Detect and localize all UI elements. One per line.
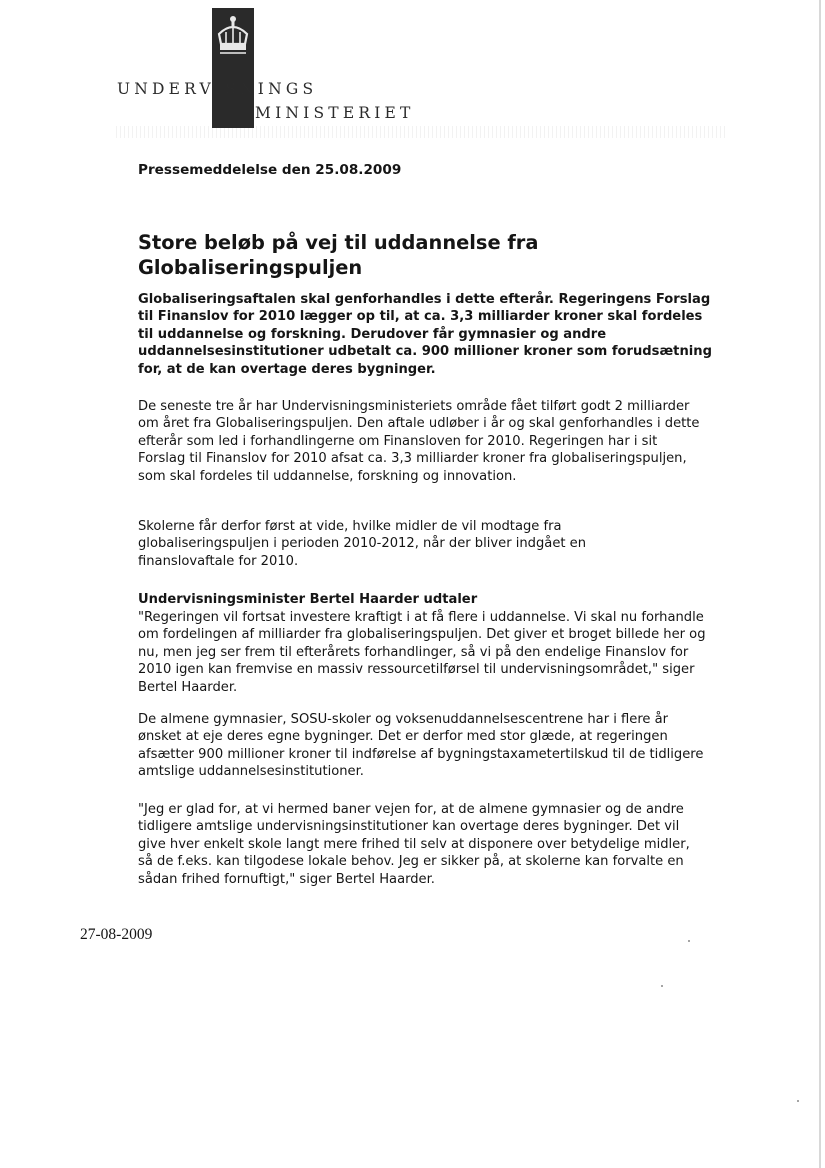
body-paragraph-4: De almene gymnasier, SOSU-skoler og voksenuddannelsescentrene har i flere år ønsket at eje deres egne bygninger. Det er derfor med stor glæde, at regeringen afsætter 900 millioner kroner til indførelse af bygningstaxametertilskud til de tidligere amtslige uddannelsesinstitutioner. <box>138 712 704 780</box>
crown-icon <box>214 14 252 58</box>
press-release-date: Pressemeddelelse den 25.08.2009 <box>138 162 402 178</box>
quote-heading: Undervisningsminister Bertel Haarder udtaler <box>138 592 478 607</box>
headline: Store beløb på vej til uddannelse fra Globaliseringspuljen <box>138 231 539 279</box>
body-paragraph-5: "Jeg er glad for, at vi hermed baner vejen for, at de almene gymnasier og de andre tidligere amtslige undervisningsinstitutioner kan overtage deres bygninger. Det vil give hver enkelt skole langt mere frihed til selv at disponere over betydelige midler, så de f.eks. kan tilgodese lokale behov. Jeg er sikker på, at skolerne kan forvalte en sådan frihed fornuftigt," siger Bertel Haarder. <box>138 802 690 887</box>
quote-paragraph: "Regeringen vil fortsat investere kraftigt i at få flere i uddannelse. Vi skal nu forhandle om fordelingen af milliarder fra globaliseringspuljen. Det giver et broget billede her og nu, men jeg ser frem til efterårets forhandlinger, så vi på den endelige Finanslov for 2010 igen kan fremvise en massiv ressourcetilførsel til undervisningsområdet," siger Bertel Haarder. <box>138 610 706 695</box>
logo-text-line2: MINISTERIET <box>255 104 415 122</box>
body-paragraph-1: De seneste tre år har Undervisningsministeriets område fået tilført godt 2 milliarder om året fra Globaliseringspuljen. Den aftale udløber i år og skal genforhandles i dette efterår som led i forhandlingerne om Finansloven for 2010. Regeringen har i sit Forslag til Finanslov for 2010 afsat ca. 3,3 milliarder kroner fra globaliseringspuljen, som skal fordeles til uddannelse, forskning og innovation. <box>138 399 700 484</box>
scan-speck <box>661 985 663 987</box>
print-date: 27-08-2009 <box>80 926 153 943</box>
logo-text-line1: UNDERVISNINGS <box>117 80 318 98</box>
scan-noise <box>116 126 726 138</box>
body-paragraph-2: Skolerne får derfor først at vide, hvilke midler de vil modtage fra globaliseringspuljen i perioden 2010-2012, når der bliver indgået en finanslovaftale for 2010. <box>138 519 587 569</box>
scan-speck <box>797 1100 799 1102</box>
scan-edge <box>819 0 821 1168</box>
scan-speck <box>688 940 690 942</box>
lede-paragraph: Globaliseringsaftalen skal genforhandles i dette efterår. Regeringens Forslag til Finanslov for 2010 lægger op til, at ca. 3,3 milliarder kroner skal fordeles til uddannelse og forskning. Derudover får gymnasier og andre uddannelsesinstitutioner udbetalt ca. 900 millioner kroner som forudsætning for, at de kan overtage deres bygninger. <box>138 292 712 377</box>
